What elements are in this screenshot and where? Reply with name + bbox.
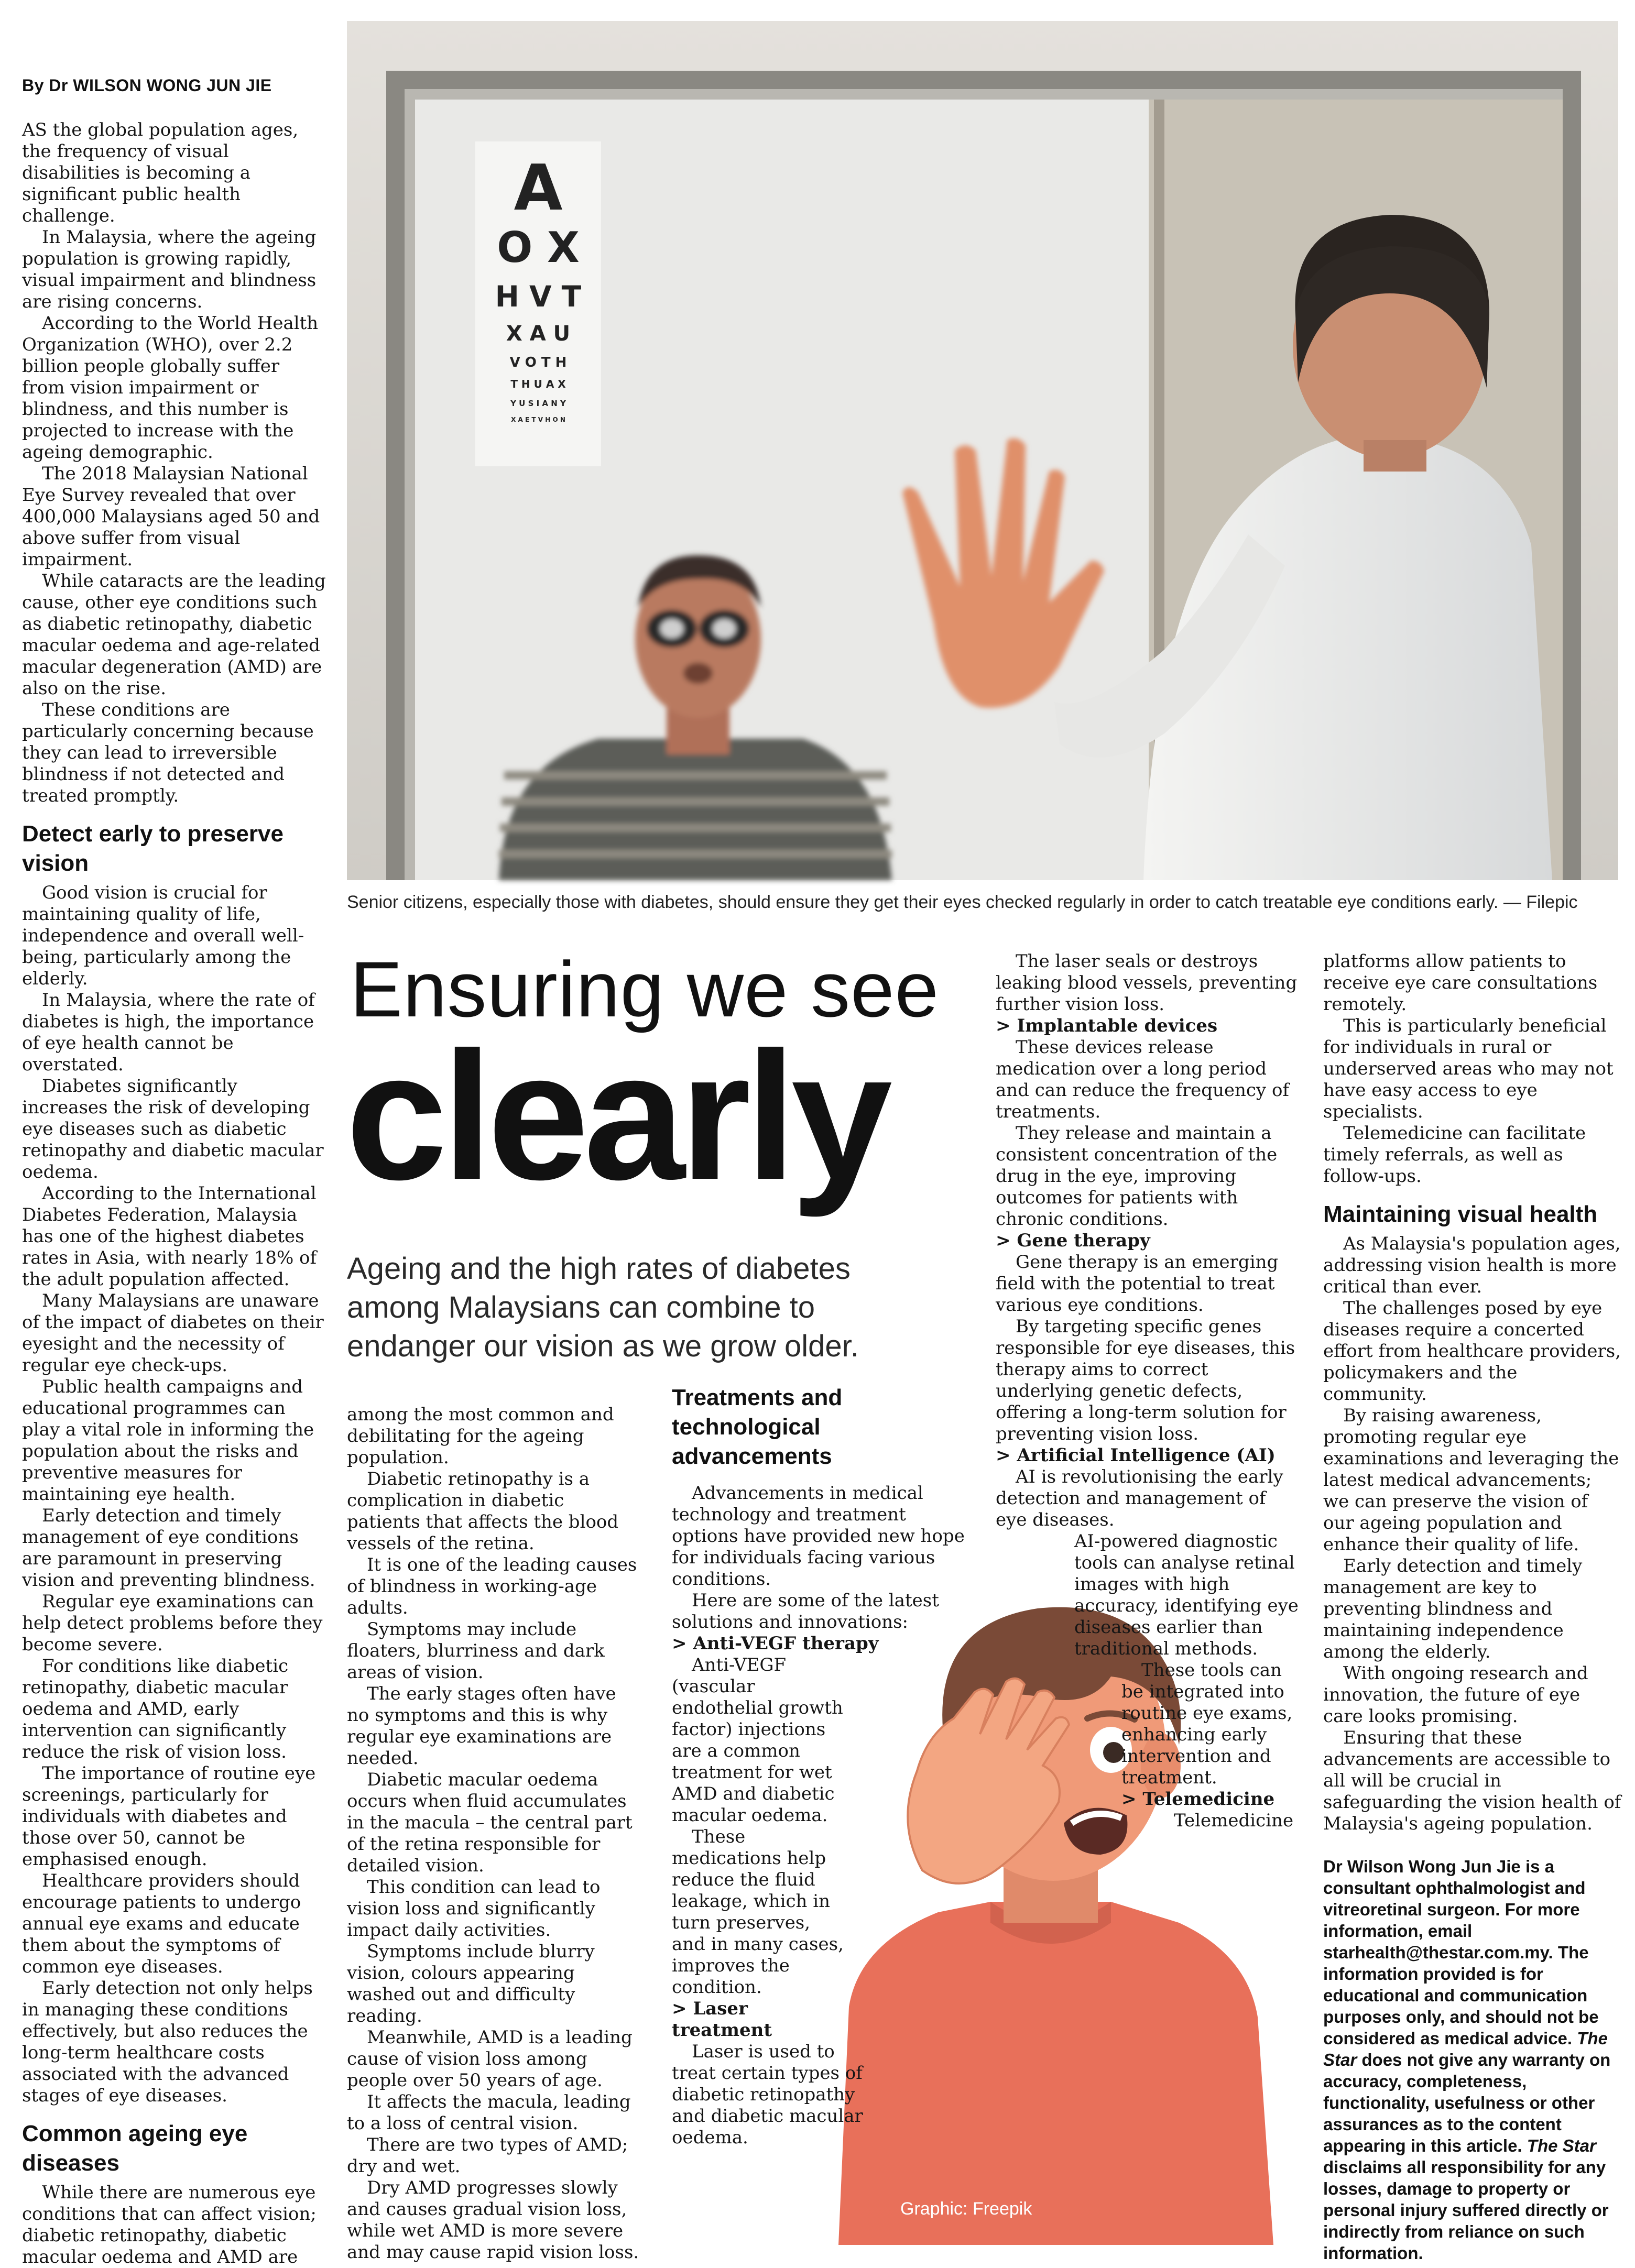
paragraph: By targeting specific genes responsible for eye diseases, this therapy aims to correct underlying genetic defects, offering a long-term solution for preventing vision loss. [996, 1316, 1295, 1444]
paragraph: It affects the macula, leading to a loss of central vision. [347, 2091, 631, 2134]
paragraph: Many Malaysians are unaware of the impact of diabetes on their eyesight and the necessity of regular eye check-ups. [22, 1290, 324, 1376]
paragraph: Early detection and timely management are key to preventing blindness and maintaining independence among the elderly. [1323, 1555, 1583, 1662]
paragraph: In Malaysia, where the rate of diabetes is high, the importance of eye health cannot be overstated. [22, 990, 315, 1075]
author-bio-text: disclaims all responsibility for any losses, damage to property or personal injury suffered directly or indirectly from reliance on such information. [1323, 2157, 1609, 2263]
subheading: > Laser treatment [672, 1998, 772, 2041]
section-heading: Maintaining visual health [1323, 1201, 1598, 1227]
paragraph: Here are some of the latest solutions and innovations: [672, 1590, 939, 1632]
paragraph: The challenges posed by eye diseases require a concerted effort from healthcare providers, policymakers and the community. [1323, 1298, 1621, 1405]
paragraph: Public health campaigns and educational programmes can play a vital role in informing the population about the risks and preventive measures for maintaining eye health. [22, 1376, 314, 1505]
paragraph: Dry AMD progresses slowly and causes gradual vision loss, while wet AMD is more severe and may cause rapid vision loss. [347, 2177, 639, 2263]
publication-name: The Star [1323, 2029, 1608, 2069]
paragraph: Symptoms include blurry vision, colours appearing washed out and difficulty reading. [347, 1941, 595, 2026]
paragraph: With ongoing research and innovation, the future of eye care looks promising. [1323, 1663, 1588, 1727]
paragraph: Telemedicine [1174, 1810, 1294, 1831]
eye-chart-row: H V T [495, 280, 582, 313]
paragraph: Regular eye examinations can help detect problems before they become severe. [22, 1591, 323, 1655]
author-bio-text: Dr Wilson Wong Jun Jie is a consultant ophthalmologist and vitreoretinal surgeon. For more information, email starhealth@thestar.com.my. The information provided is for educational and communication purposes only, and should not be considered as medical advice. [1323, 1857, 1599, 2048]
byline: By Dr WILSON WONG JUN JIE [22, 76, 272, 95]
paragraph: Healthcare providers should encourage patients to undergo annual eye exams and educate them about the symptoms of common eye diseases. [22, 1870, 301, 1977]
paragraph: Meanwhile, AMD is a leading cause of vision loss among people over 50 years of age. [347, 2027, 633, 2091]
paragraph: platforms allow patients to receive eye care consultations remotely. [1323, 951, 1598, 1015]
paragraph: By raising awareness, promoting regular eye examinations and leveraging the latest medical advancements; we can preserve the vision of our ageing population and enhance their quality of life. [1323, 1405, 1619, 1555]
eye-chart-row: A [514, 152, 563, 225]
paragraph: Good vision is crucial for maintaining quality of life, independence and overall well-being, particularly among the elderly. [22, 882, 304, 989]
paragraph: These tools can be integrated into routine eye exams, enhancing early intervention and treatment. [1121, 1660, 1293, 1788]
paragraph: among the most common and debilitating for the ageing population. [347, 1404, 614, 1468]
paragraph: For conditions like diabetic retinopathy, diabetic macular oedema and AMD, early intervention can significantly reduce the risk of vision loss. [22, 1656, 289, 1762]
subheading: > Implantable devices [996, 1015, 1218, 1036]
paragraph: Ensuring that these advancements are accessible to all will be crucial in safeguarding the vision health of Malaysia's ageing population. [1323, 1727, 1621, 1834]
section-heading: Common ageing eye diseases [22, 2121, 248, 2176]
paragraph: According to the World Health Organization (WHO), over 2.2 billion people globally suffer from vision impairment or blindness, and this number is projected to increase with the ageing demographic. [22, 313, 319, 463]
eye-chart-row: X A U [506, 322, 571, 346]
standfirst: Ageing and the high rates of diabetes among Malaysians can combine to endanger our vision as we grow older. [347, 1252, 859, 1363]
paragraph: As Malaysia's population ages, addressing vision health is more critical than ever. [1323, 1233, 1621, 1297]
paragraph: They release and maintain a consistent concentration of the drug in the eye, improving outcomes for patients with chronic conditions. [996, 1123, 1278, 1230]
paragraph: Advancements in medical technology and treatment options have provided new hope for individuals facing various conditions. [672, 1483, 965, 1590]
eye-chart-row: X A E T V H O N [511, 416, 565, 423]
subheading: > Telemedicine [1121, 1789, 1275, 1810]
paragraph: Diabetic macular oedema occurs when fluid accumulates in the macula – the central part of the retina responsible for detailed vision. [347, 1769, 633, 1876]
paragraph: These conditions are particularly concerning because they can lead to irreversible blindness if not detected and treated promptly. [22, 699, 314, 806]
column-4 [996, 951, 1300, 1832]
paragraph: These devices release medication over a long period and can reduce the frequency of treatments. [996, 1037, 1290, 1122]
column-2 [347, 1404, 640, 2263]
paragraph: The laser seals or destroys leaking blood vessels, preventing further vision loss. [996, 951, 1298, 1015]
eye-chart-row: T H U A X [510, 378, 566, 390]
eye-chart-row: O X [497, 223, 580, 272]
paragraph: Symptoms may include floaters, blurriness and dark areas of vision. [347, 1619, 605, 1683]
section-heading: Detect early to preserve vision [22, 821, 284, 876]
paragraph: The 2018 Malaysian National Eye Survey revealed that over 400,000 Malaysians aged 50 and above suffer from visual impairment. [22, 463, 320, 570]
section-heading: Treatments and technological advancements [672, 1385, 843, 1469]
photo-illustration [347, 21, 1618, 880]
subheading: > Artificial Intelligence (AI) [996, 1445, 1276, 1466]
paragraph: Diabetes significantly increases the risk of developing eye diseases such as diabetic retinopathy and diabetic macular oedema. [22, 1076, 324, 1182]
paragraph: The early stages often have no symptoms and this is why regular eye examinations are needed. [347, 1683, 616, 1769]
publication-name: The Star [1527, 2136, 1596, 2155]
headline-kicker: Ensuring we see [350, 945, 939, 1033]
paragraph: According to the International Diabetes Federation, Malaysia has one of the highest diabetes rates in Asia, with nearly 18% of the adult population affected. [22, 1183, 317, 1290]
paragraph: Diabetic retinopathy is a complication in diabetic patients that affects the blood vessels of the retina. [347, 1469, 619, 1554]
subheading: > Gene therapy [996, 1230, 1150, 1251]
paragraph: This is particularly beneficial for individuals in rural or underserved areas who may not have easy access to eye specialists. [1323, 1015, 1614, 1122]
author-bio-text: does not give any warranty on accuracy, completeness, functionality, usefulness or other assurances as to the content appearing in this article. [1323, 2050, 1611, 2155]
subheading: > Anti-VEGF therapy [672, 1633, 879, 1654]
paragraph: Early detection and timely management of eye conditions are paramount in preserving vision and preventing blindness. [22, 1505, 315, 1591]
paragraph: Laser is used to treat certain types of diabetic retinopathy and diabetic macular oedema. [672, 2041, 863, 2148]
headline-main: clearly [346, 1014, 887, 1218]
author-bio [1323, 1856, 1622, 2264]
paragraph: Gene therapy is an emerging field with the potential to treat various eye conditions. [996, 1252, 1279, 1316]
paragraph: AS the global population ages, the frequency of visual disabilities is becoming a significant public health challenge. [22, 119, 299, 226]
paragraph: This condition can lead to vision loss and significantly impact daily activities. [347, 1877, 601, 1941]
column-5 [1323, 951, 1622, 2264]
paragraph: These medications help reduce the fluid leakage, which in turn preserves, and in many cases, improves the condition. [672, 1826, 844, 1998]
photo-eye-exam [347, 21, 1618, 880]
paragraph: While cataracts are the leading cause, other eye conditions such as diabetic retinopathy, diabetic macular oedema and age-related macular degeneration (AMD) are also on the rise. [22, 571, 326, 699]
eye-chart-row: Y U S I A N Y [510, 399, 566, 408]
paragraph: AI-powered diagnostic tools can analyse retinal images with high accuracy, identifying eye diseases earlier than traditional methods. [1074, 1531, 1299, 1659]
column-3 [672, 1383, 965, 2149]
paragraph: Anti-VEGF (vascular endothelial growth factor) injections are a common treatment for wet AMD and diabetic macular oedema. [672, 1655, 843, 1826]
paragraph: While there are numerous eye conditions that can affect vision; diabetic retinopathy, diabetic macular oedema and AMD are [22, 2182, 317, 2267]
paragraph: AI is revolutionising the early detection and management of eye diseases. [996, 1466, 1283, 1530]
column-1 [22, 119, 326, 2268]
paragraph: There are two types of AMD; dry and wet. [347, 2134, 628, 2177]
paragraph: In Malaysia, where the ageing population is growing rapidly, visual impairment and blindness are rising concerns. [22, 227, 317, 312]
paragraph: Telemedicine can facilitate timely referrals, as well as follow-ups. [1323, 1123, 1586, 1187]
paragraph: It is one of the leading causes of blindness in working-age adults. [347, 1554, 637, 1618]
eye-chart-row: V O T H [509, 355, 567, 370]
paragraph: Early detection not only helps in managing these conditions effectively, but also reduces the long-term healthcare costs associated with the advanced stages of eye diseases. [22, 1978, 313, 2106]
paragraph: The importance of routine eye screenings, particularly for individuals with diabetes and those over 50, cannot be emphasised enough. [22, 1763, 316, 1870]
illustration-credit: Graphic: Freepik [900, 2199, 1032, 2219]
photo-caption: Senior citizens, especially those with diabetes, should ensure they get their eyes checked regularly in order to catch treatable eye conditions early. — Filepic [347, 892, 1578, 912]
